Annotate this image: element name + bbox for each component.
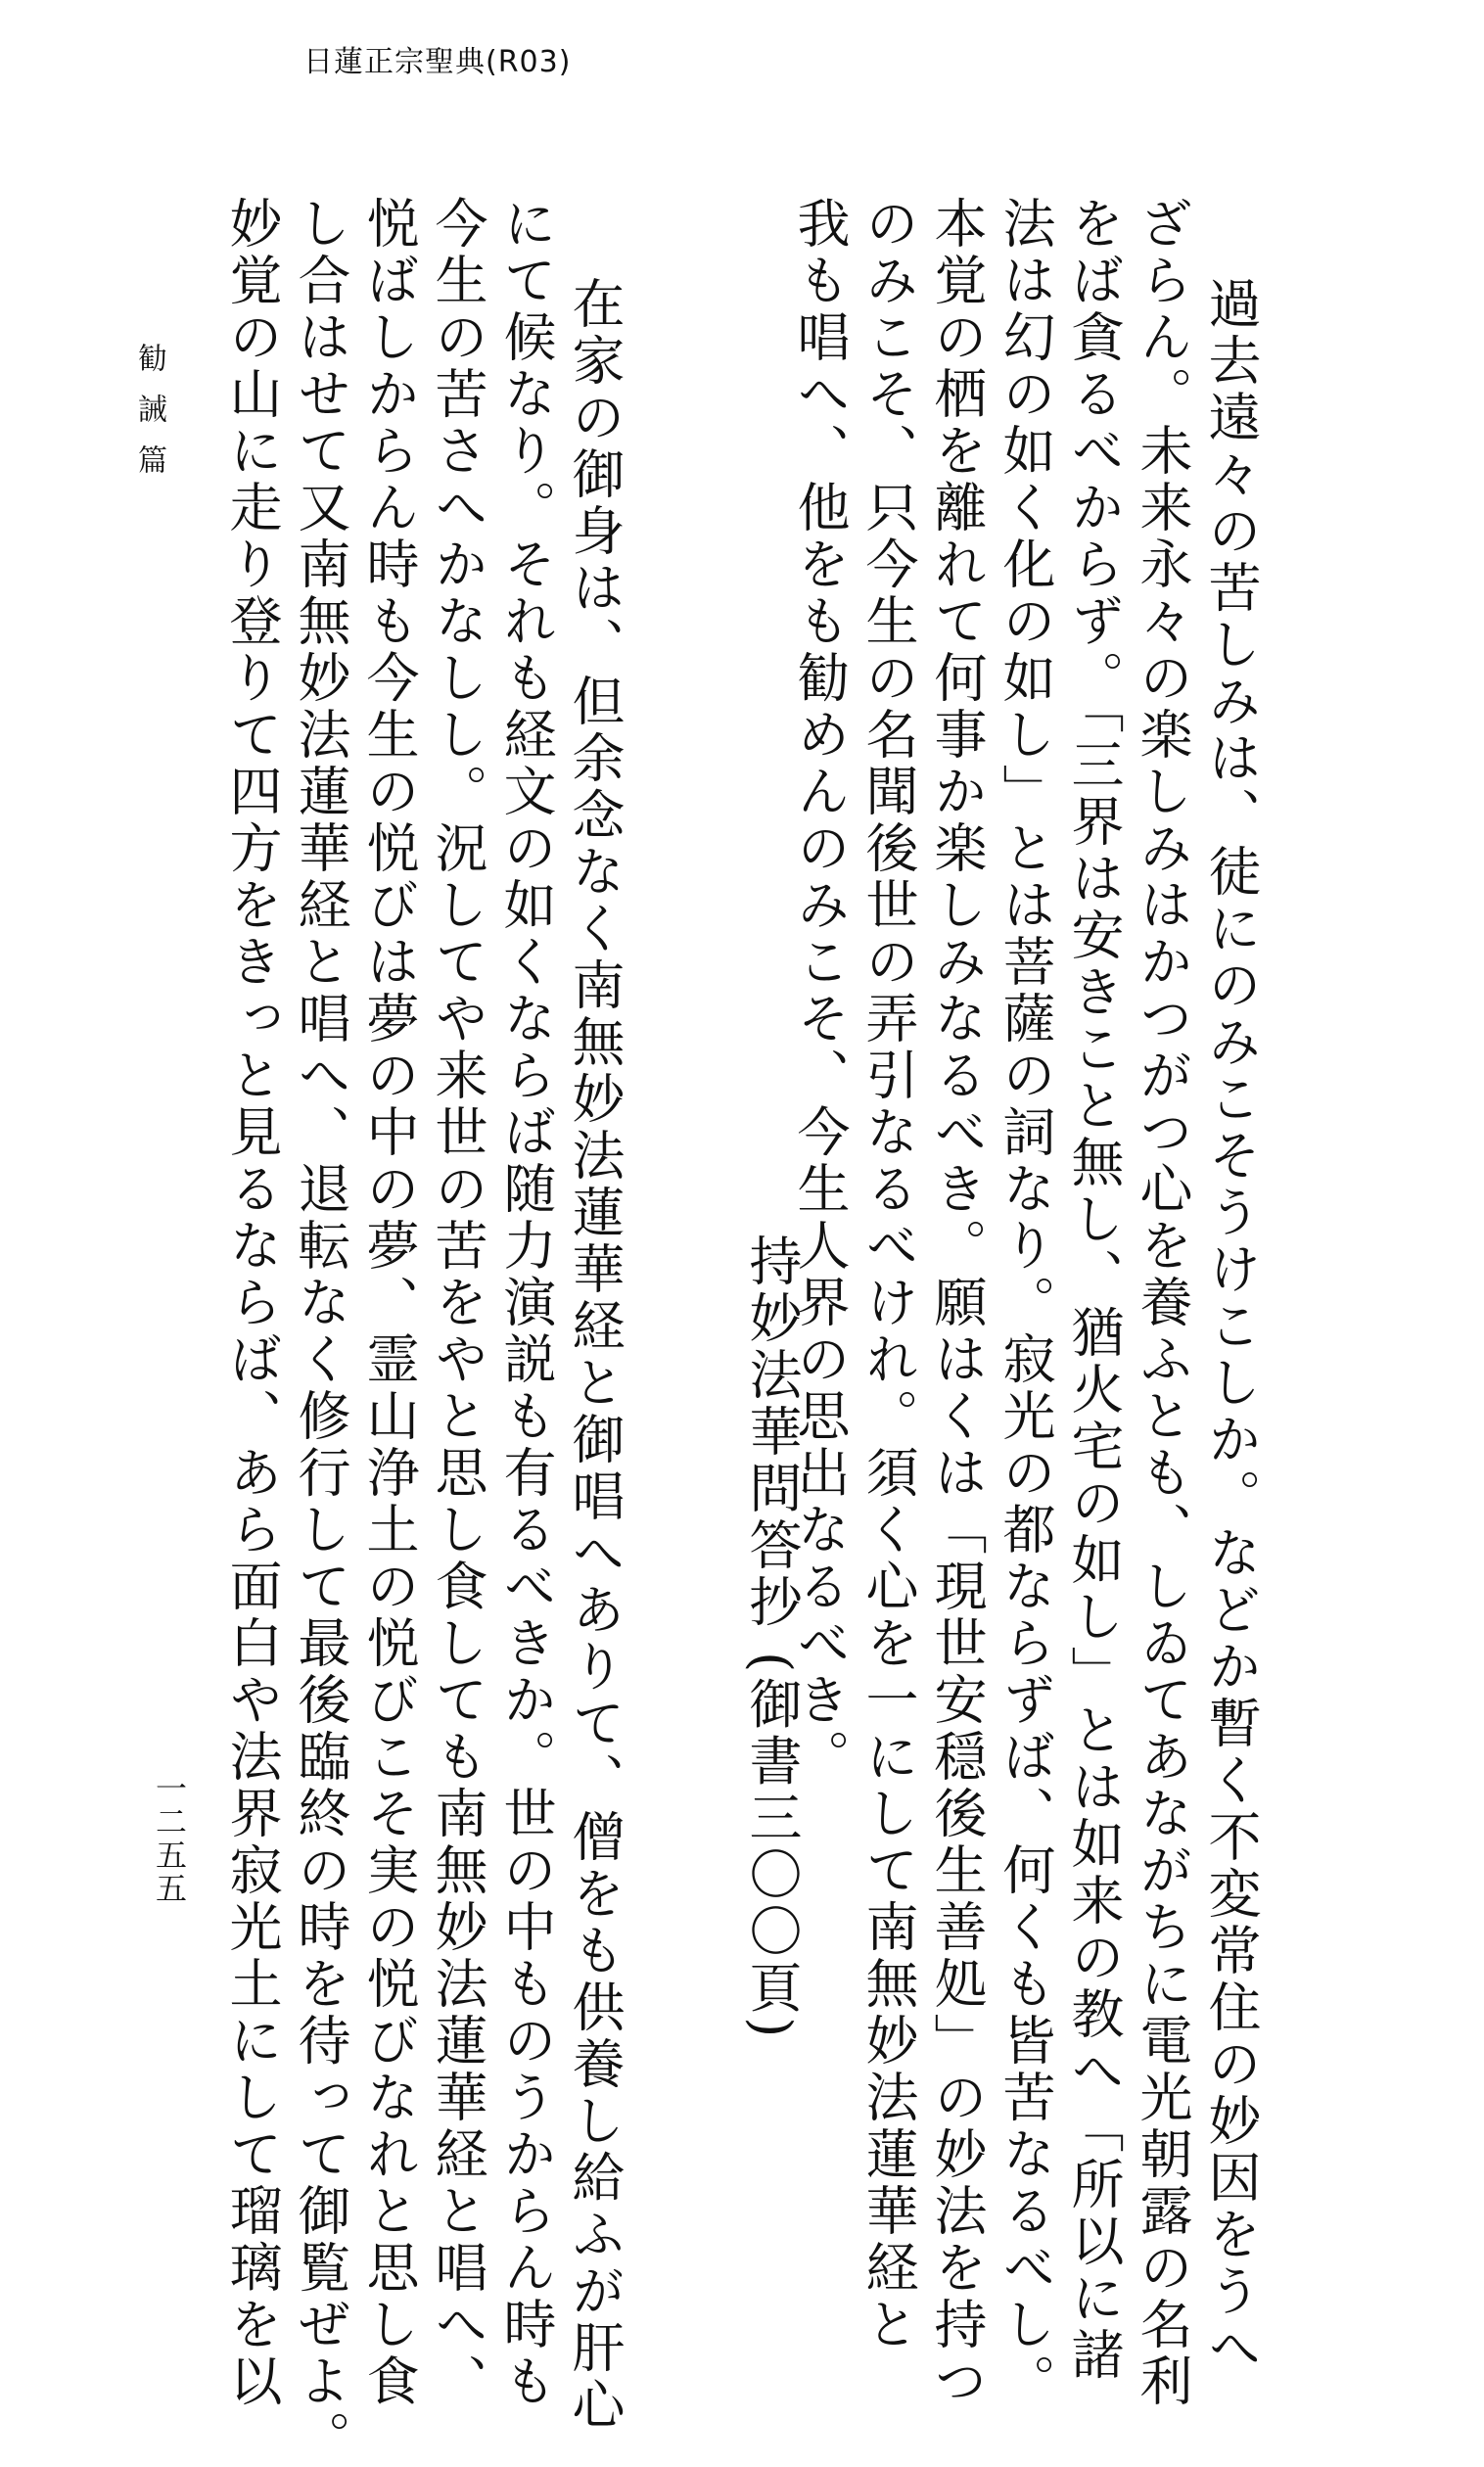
page-header: 日蓮正宗聖典(R03) xyxy=(303,45,572,79)
passage2-line-4: 悦ばしからん時も今生の悦びは夢の中の夢、霊山浄土の悦びこそ実の悦びなれと思し食 xyxy=(358,196,420,2410)
passage1-line-4: 法は幻の如く化の如し」とは菩薩の詞なり。寂光の都ならずば、何くも皆苦なるべし。 xyxy=(995,196,1056,2410)
passage1-line-2: ざらん。未来永々の楽しみはかつがつ心を養ふとも、しゐてあながちに電光朝露の名利 xyxy=(1132,196,1193,2410)
passage1-line-5: 本覚の栖を離れて何事か楽しみなるべき。願はくは「現世安穏後生善処」の妙法を持つ xyxy=(926,196,988,2410)
passage1-line-3: をば貪るべからず。「三界は安きこと無し、猶火宅の如し」とは如来の教へ「所以に諸 xyxy=(1063,196,1125,2384)
passage2-line-5: し合はせて又南無妙法蓮華経と唱へ、退転なく修行して最後臨終の時を待って御覧ぜよ。 xyxy=(290,196,351,2467)
passage1-line-7: 我も唱へ、他をも勧めんのみこそ、今生人界の思出なるべき。 xyxy=(789,196,851,1786)
passage2-line-1: 在家の御身は、但余念なく南無妙法蓮華経と御唱へありて、僧をも供養し給ふが肝心 xyxy=(564,276,626,2434)
passage1-line-6: のみこそ、只今生の名聞後世の弄引なるべけれ。須く心を一にして南無妙法蓮華経と xyxy=(858,196,919,2353)
section-label: 勧誡篇 xyxy=(132,343,166,495)
source-title: 持妙法華問答抄 (御書三〇〇頁) xyxy=(741,1234,803,2042)
passage2-line-6: 妙覚の山に走り登りて四方をきっと見るならば、あら面白や法界寂光土にして瑠璃を以 xyxy=(221,196,283,2410)
passage2-line-2: にて候なり。それも経文の如くならば随力演説も有るべきか。世の中ものうからん時も xyxy=(495,196,557,2410)
page-number: 一二五五 xyxy=(151,1772,188,1905)
passage1-line-1: 過去遠々の苦しみは、徒にのみこそうけこしか。などか暫く不変常住の妙因をうへ xyxy=(1200,276,1262,2377)
passage2-line-3: 今生の苦さへかなしし。況してや来世の苦をやと思し食しても南無妙法蓮華経と唱へ、 xyxy=(427,196,488,2410)
